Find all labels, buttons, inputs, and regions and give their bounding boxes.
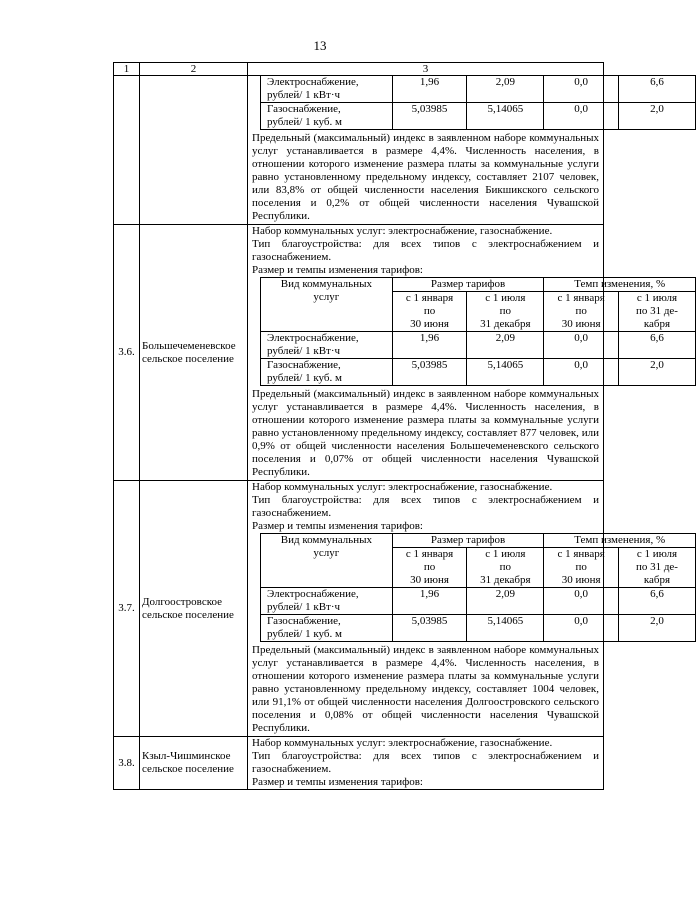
service-row: Газоснабжение, рублей/ 1 куб. м 5,03985 5,14065 0,0 2,0 xyxy=(261,103,696,130)
tariff-table xyxy=(113,62,678,790)
table-row-3-5-cont xyxy=(114,76,604,225)
settlement-name: Кзыл-Чишминское сельское поселение xyxy=(140,737,248,790)
tariff-size-title: Размер и темпы изменения тарифов: xyxy=(252,776,423,788)
limit-index-paragraph: Предельный (максимальный) индекс в заявленном наборе коммунальных услуг устанавливается в размере 4,4%. Численность населения, в отношении которого изменение размера платы за коммунальные услуги равно установленному предельному индексу, составляет 2107 человек, или 83,8% от общей численности населения Бикшикского сельского поселения и 0,2% от общей численности населения Чувашской Республики. xyxy=(252,132,599,222)
settlement-name: Долгоостровское сельское поселение xyxy=(140,481,248,737)
improvement-type: Тип благоустройства: для всех типов с электроснабжением и газоснабжением. xyxy=(252,750,599,775)
rate-change-header: Темп изменения, % xyxy=(544,278,696,292)
service-type-header: Вид коммунальных услуг xyxy=(261,534,393,588)
row-number: 3.7. xyxy=(114,481,140,737)
table-row-3-7 xyxy=(114,481,604,737)
tariff-size-title: Размер и темпы изменения тарифов: xyxy=(252,520,423,532)
service-row: Газоснабжение, рублей/ 1 куб. м 5,03985 5,14065 0,0 2,0 xyxy=(261,615,696,642)
service-row: Электроснабжение, рублей/ 1 кВт·ч 1,96 2,09 0,0 6,6 xyxy=(261,588,696,615)
tariff-subtable: Вид коммунальных услуг Размер тарифов Темп изменения, % с 1 января по 30 июня с 1 июля по 31 декабря с 1 января по 30 июня с 1 июля по 31 де- кабря Электроснабжение, рублей/ 1 кВт·ч 1,96 2,09 0,0 6,6 Газоснабжение, рублей/ 1 куб. м 5,03985 5,14065 0,0 2,0 xyxy=(260,533,696,642)
tariff-size-header: Размер тарифов xyxy=(392,278,544,292)
limit-index-paragraph: Предельный (максимальный) индекс в заявленном наборе коммунальных услуг устанавливается в размере 4,4%. Численность населения, в отношении которого изменение размера платы за коммунальные услуги равно установленному предельному индексу, составляет 1004 человек, или 91,1% от общей численности населения Долгоостровского сельского поселения и 0,08% от общей численности населения Чувашской Республики. xyxy=(252,644,599,734)
row-number: 3.6. xyxy=(114,225,140,481)
row-number: 3.8. xyxy=(114,737,140,790)
limit-index-paragraph: Предельный (максимальный) индекс в заявленном наборе коммунальных услуг устанавливается в размере 4,4%. Численность населения, в отношении которого изменение размера платы за коммунальные услуги равно установленному предельному индексу, составляет 877 человек, или 0,9% от общей численности населения Большечеменевского сельского поселения и 0,07% от общей численности населения Чувашской Республики. xyxy=(252,388,599,478)
settlement-name: Большечеменевское сельское поселение xyxy=(140,225,248,481)
header-col-3: 3 xyxy=(248,63,604,76)
services-set: Набор коммунальных услуг: электроснабжение, газоснабжение. xyxy=(252,481,553,493)
tariff-size-header: Размер тарифов xyxy=(392,534,544,548)
page-number: 13 xyxy=(313,38,327,53)
header-col-1: 1 xyxy=(114,63,140,76)
rate-change-header: Темп изменения, % xyxy=(544,534,696,548)
table-header-row xyxy=(114,63,604,76)
services-set: Набор коммунальных услуг: электроснабжение, газоснабжение. xyxy=(252,225,553,237)
table-row-3-6 xyxy=(114,225,604,481)
service-row: Электроснабжение, рублей/ 1 кВт·ч 1,96 2,09 0,0 6,6 xyxy=(261,76,696,103)
header-col-2: 2 xyxy=(140,63,248,76)
improvement-type: Тип благоустройства: для всех типов с электроснабжением и газоснабжением. xyxy=(252,494,599,519)
service-row: Электроснабжение, рублей/ 1 кВт·ч 1,96 2,09 0,0 6,6 xyxy=(261,332,696,359)
service-row: Газоснабжение, рублей/ 1 куб. м 5,03985 5,14065 0,0 2,0 xyxy=(261,359,696,386)
tariff-subtable xyxy=(260,75,696,130)
services-set: Набор коммунальных услуг: электроснабжение, газоснабжение. xyxy=(252,737,553,749)
service-type-header: Вид коммунальных услуг xyxy=(261,278,393,332)
tariff-subtable: Вид коммунальных услуг Размер тарифов Темп изменения, % с 1 января по 30 июня с 1 июля по 31 декабря с 1 января по 30 июня с 1 июля по 31 де- кабря Электроснабжение, рублей/ 1 кВт·ч 1,96 2,09 0,0 6,6 Газоснабжение, рублей/ 1 куб. м 5,03985 5,14065 0,0 2,0 xyxy=(260,277,696,386)
improvement-type: Тип благоустройства: для всех типов с электроснабжением и газоснабжением. xyxy=(252,238,599,263)
table-row-3-8 xyxy=(114,737,604,790)
tariff-size-title: Размер и темпы изменения тарифов: xyxy=(252,264,423,276)
